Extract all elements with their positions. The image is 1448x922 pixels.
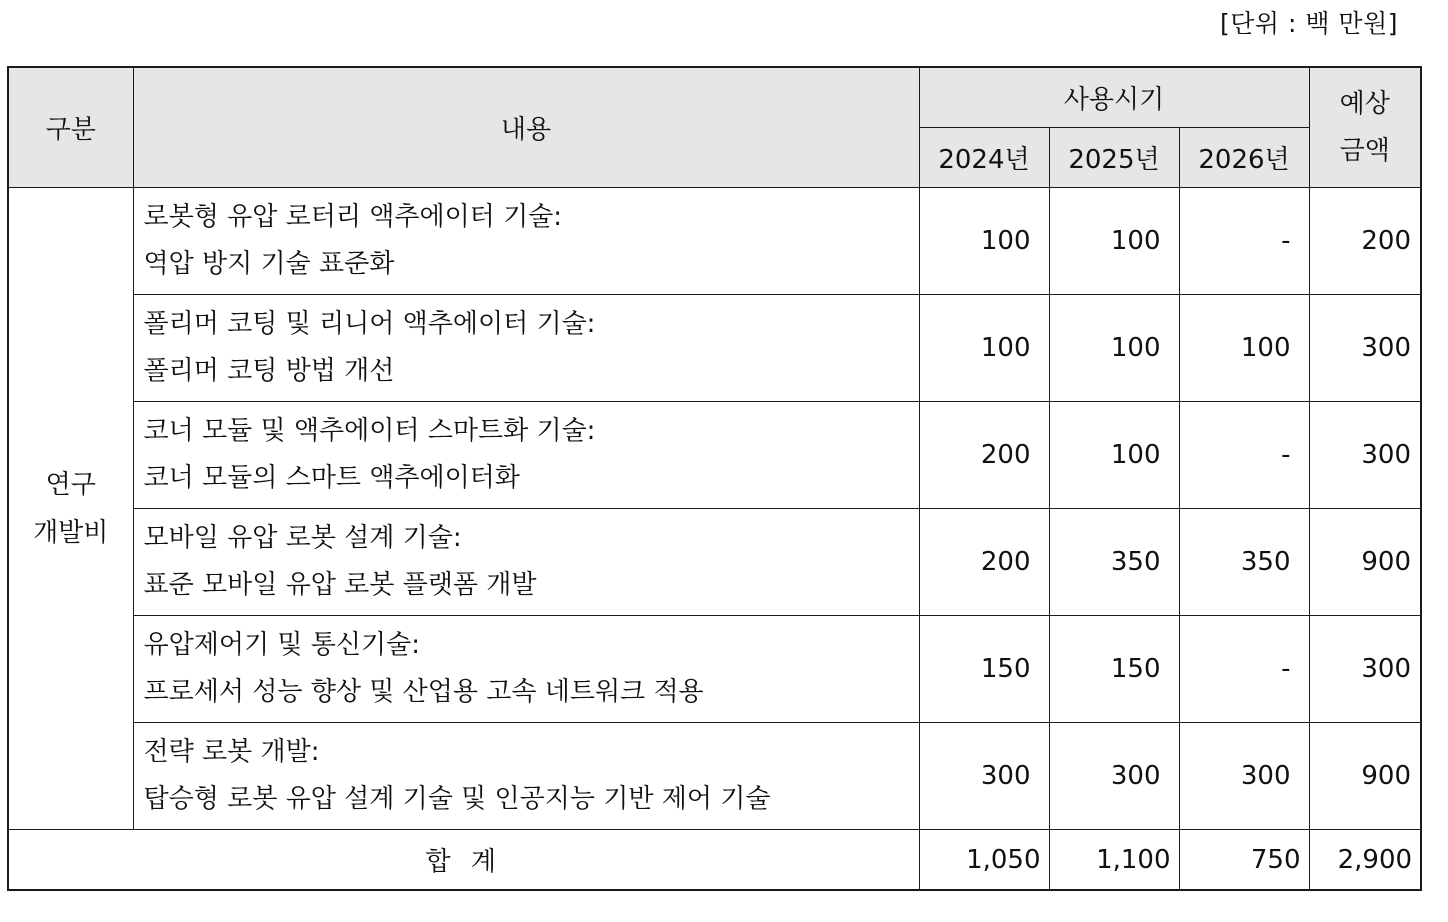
value-2024: 200 xyxy=(919,402,1049,509)
total-amount: 2,900 xyxy=(1309,830,1421,891)
value-2025: 300 xyxy=(1049,723,1179,830)
table-row xyxy=(8,509,1421,616)
value-2024: 200 xyxy=(919,509,1049,616)
content-title: 폴리머 코팅 및 리니어 액추에이터 기술: xyxy=(143,309,596,339)
content-title: 전략 로봇 개발: xyxy=(143,737,320,767)
value-total: 200 xyxy=(1309,188,1421,295)
content-desc: 표준 모바일 유압 로봇 플랫폼 개발 xyxy=(143,570,537,600)
value-2026: - xyxy=(1179,402,1309,509)
budget-table xyxy=(7,66,1422,891)
content-desc: 역압 방지 기술 표준화 xyxy=(143,249,395,279)
value-total: 900 xyxy=(1309,509,1421,616)
content-desc: 폴리머 코팅 방법 개선 xyxy=(143,356,395,386)
header-category: 구분 xyxy=(8,67,133,188)
table-row xyxy=(8,616,1421,723)
content-title: 유압제어기 및 통신기술: xyxy=(143,630,420,660)
value-2025: 100 xyxy=(1049,295,1179,402)
value-2024: 100 xyxy=(919,188,1049,295)
value-2025: 100 xyxy=(1049,402,1179,509)
content-desc: 코너 모듈의 스마트 액추에이터화 xyxy=(143,463,520,493)
header-year-2024: 2024년 xyxy=(919,128,1049,188)
content-cell xyxy=(133,402,919,509)
content-cell xyxy=(133,723,919,830)
total-row xyxy=(8,830,1421,891)
header-expected-amount-line2: 금액 xyxy=(1339,135,1390,166)
total-2026: 750 xyxy=(1179,830,1309,891)
content-cell xyxy=(133,188,919,295)
value-2025: 350 xyxy=(1049,509,1179,616)
content-title: 코너 모듈 및 액추에이터 스마트화 기술: xyxy=(143,416,596,446)
total-2024: 1,050 xyxy=(919,830,1049,891)
value-total: 900 xyxy=(1309,723,1421,830)
content-title: 모바일 유압 로봇 설계 기술: xyxy=(143,523,462,553)
category-cell xyxy=(8,188,133,830)
header-expected-amount xyxy=(1309,67,1421,188)
value-2026: - xyxy=(1179,188,1309,295)
header-content: 내용 xyxy=(133,67,919,188)
table-row xyxy=(8,188,1421,295)
category-line1: 연구 xyxy=(45,469,96,500)
header-year-2026: 2026년 xyxy=(1179,128,1309,188)
category-line2: 개발비 xyxy=(33,517,109,548)
table-row xyxy=(8,402,1421,509)
header-usage-period: 사용시기 xyxy=(919,67,1309,128)
value-2024: 150 xyxy=(919,616,1049,723)
table-row xyxy=(8,295,1421,402)
value-total: 300 xyxy=(1309,616,1421,723)
value-2026: 350 xyxy=(1179,509,1309,616)
header-year-2025: 2025년 xyxy=(1049,128,1179,188)
value-total: 300 xyxy=(1309,295,1421,402)
total-2025: 1,100 xyxy=(1049,830,1179,891)
unit-label: [단위 : 백 만원] xyxy=(1219,9,1398,38)
content-cell xyxy=(133,509,919,616)
value-2025: 100 xyxy=(1049,188,1179,295)
content-desc: 탑승형 로봇 유압 설계 기술 및 인공지능 기반 제어 기술 xyxy=(143,784,771,814)
total-label: 합 계 xyxy=(8,830,919,891)
table-header xyxy=(8,67,1421,188)
value-2024: 100 xyxy=(919,295,1049,402)
value-2025: 150 xyxy=(1049,616,1179,723)
header-expected-amount-line1: 예상 xyxy=(1339,88,1390,119)
value-2026: 100 xyxy=(1179,295,1309,402)
value-2024: 300 xyxy=(919,723,1049,830)
value-2026: 300 xyxy=(1179,723,1309,830)
content-desc: 프로세서 성능 향상 및 산업용 고속 네트워크 적용 xyxy=(143,677,704,707)
content-cell xyxy=(133,616,919,723)
table-row xyxy=(8,723,1421,830)
value-2026: - xyxy=(1179,616,1309,723)
value-total: 300 xyxy=(1309,402,1421,509)
content-title: 로봇형 유압 로터리 액추에이터 기술: xyxy=(143,202,563,232)
content-cell xyxy=(133,295,919,402)
